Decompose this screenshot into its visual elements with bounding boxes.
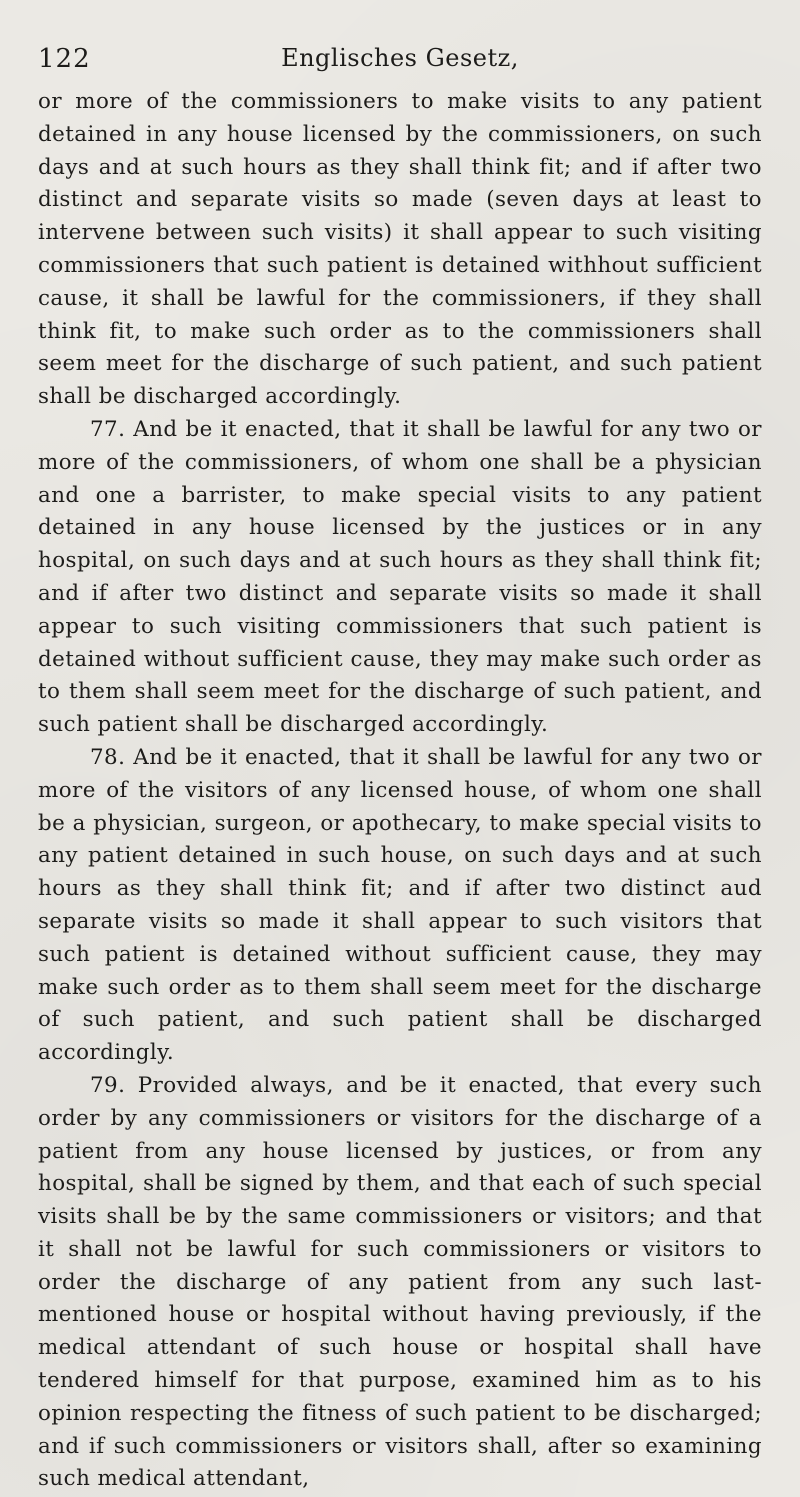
running-title: Englisches Gesetz, [281,44,519,72]
section-78: 78. And be it enacted, that it shall be lawful for any two or more of the visitors of any licensed house, of whom one shall be a physician, surgeon, or apothecary, to make special visits to any patient detained in such house, on such days and at such hours as they shall think fit; and if after two distinct aud separate visits so made it shall appear to such visitors that such patient is detained without sufficient cause, they may make such order as to them shall seem meet for the discharge of such patient, and such patient shall be discharged accordingly. [38,744,762,1066]
page-body [38,86,762,1496]
section-77: 77. And be it enacted, that it shall be lawful for any two or more of the commissioners, of whom one shall be a physician and one a barrister, to make special visits to any patient detained in any house licensed by the justices or in any hospital, on such days and at such hours as they shall think fit; and if after two distinct and separate visits so made it shall appear to such visiting commissioners that such patient is detained without sufficient cause, they may make such order as to them shall seem meet for the discharge of such patient, and such patient shall be discharged accordingly. [38,416,762,738]
page-header [38,26,762,86]
page-number: 122 [38,44,91,74]
section-79: 79. Provided always, and be it enacted, that every such order by any commissioners or visitors for the discharge of a patient from any house licensed by justices, or from any hospital, shall be signed by them, and that each of such special visits shall be by the same commissioners or visitors; and that it shall not be lawful for such commissioners or visitors to order the discharge of any patient from any such last-mentioned house or hospital without having previously, if the medical attendant of such house or hospital shall have tendered himself for that purpose, examined him as to his opinion respecting the fitness of such patient to be discharged; and if such commissioners or visitors shall, after so examining such medical attendant, [38,1072,762,1492]
paragraph-continuation: or more of the commissioners to make visits to any patient detained in any house licensed by the commissioners, on such days and at such hours as they shall think fit; and if after two distinct and separate visits so made (seven days at least to intervene between such visits) it shall appear to such visiting commissioners that such patient is detained withhout sufficient cause, it shall be lawful for the commissioners, if they shall think fit, to make such order as to the commissioners shall seem meet for the discharge of such patient, and such patient shall be discharged accordingly. [38,89,762,410]
